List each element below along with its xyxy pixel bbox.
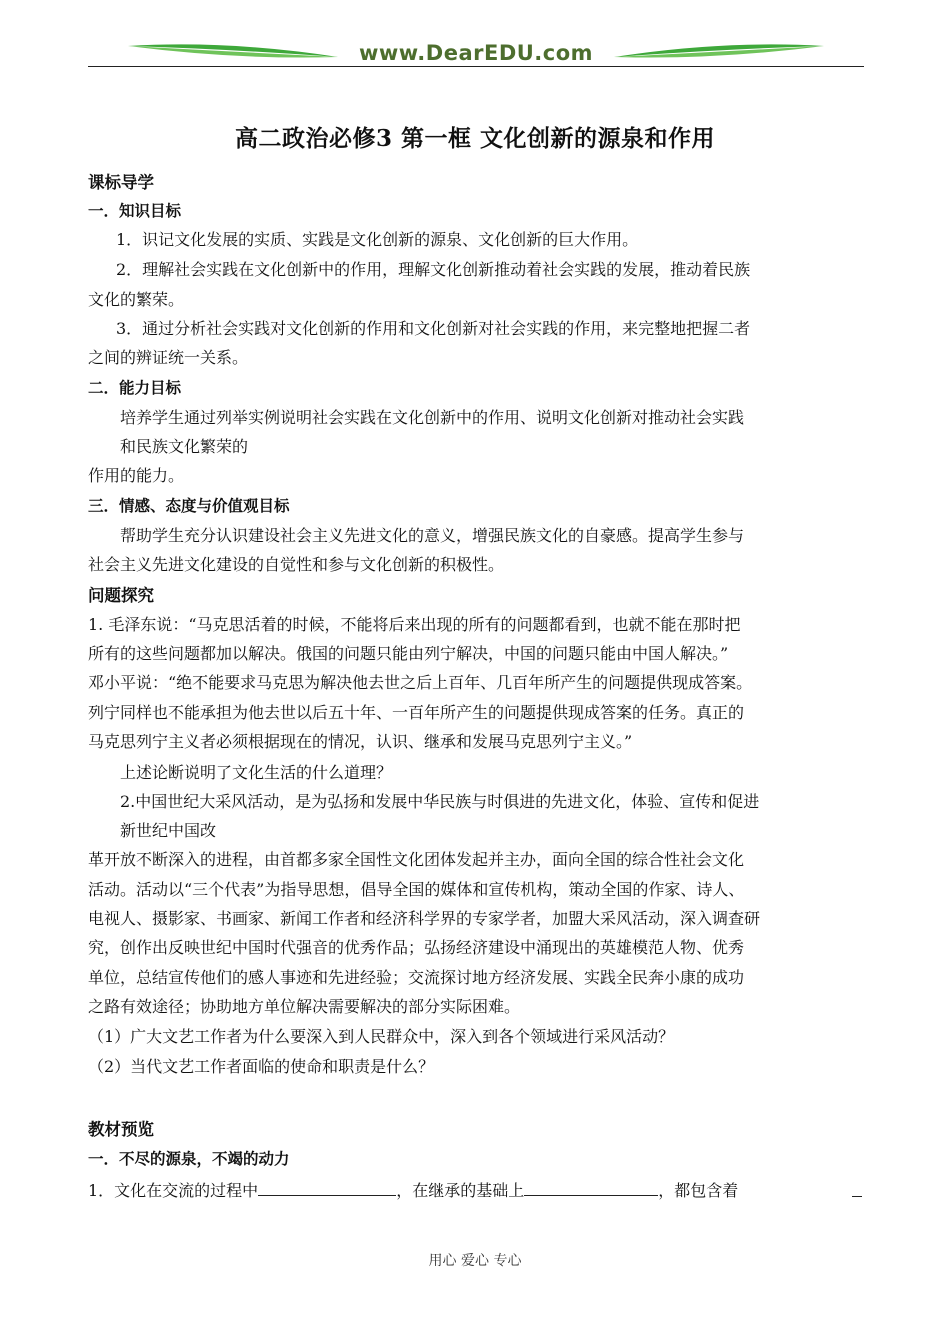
- section-heading-guide: 课标导学: [88, 173, 154, 192]
- question-2-line6: 究，创作出反映世纪中国时代强音的优秀作品；弘扬经济建设中涌现出的英雄模范人物、优秀: [88, 938, 745, 957]
- emotion-line-1: 帮助学生充分认识建设社会主义先进文化的意义，增强民族文化的自豪感。提高学生参与: [120, 526, 745, 545]
- heading-emotion-goals: 三．情感、态度与价值观目标: [88, 497, 290, 515]
- question-1-line5: 马克思列宁主义者必须根据现在的情况，认识、继承和发展马克思列宁主义。”: [88, 732, 633, 751]
- question-2-line1: 2.中国世纪大采风活动，是为弘扬和发展中华民族与时俱进的先进文化，体验、宣传和促进: [120, 792, 760, 811]
- question-2-line5: 电视人、摄影家、书画家、新闻工作者和经济科学界的专家学者，加盟大采风活动，深入调查研: [88, 909, 761, 928]
- ability-line-2: 和民族文化繁荣的: [120, 437, 249, 456]
- fill-text-part2: ，在继承的基础上: [396, 1181, 525, 1200]
- fill-blank-2[interactable]: [524, 1179, 658, 1196]
- page-title: 高二政治必修3 第一框 文化创新的源泉和作用: [234, 125, 716, 152]
- fill-text-part1: 1．文化在交流的过程中: [88, 1181, 259, 1200]
- question-1-line4: 列宁同样也不能承担为他去世以后五十年、一百年所产生的问题提供现成答案的任务。真正的: [88, 703, 745, 722]
- fill-blank-1[interactable]: [258, 1179, 396, 1196]
- emotion-line-2: 社会主义先进文化建设的自觉性和参与文化创新的积极性。: [88, 555, 505, 574]
- sub-question-1: （1）广大文艺工作者为什么要深入到人民群众中，深入到各个领域进行采风活动？: [88, 1027, 675, 1046]
- section-heading-inquiry: 问题探究: [88, 586, 154, 605]
- question-1-line2: 所有的这些问题都加以解决。俄国的问题只能由列宁解决，中国的问题只能由中国人解决。”: [88, 644, 729, 663]
- fill-text-part3: ，都包含着: [658, 1181, 739, 1200]
- knowledge-item-3-line1: 3．通过分析社会实践对文化创新的作用和文化创新对社会实践的作用，来完整地把握二者: [116, 319, 751, 338]
- header-rule: [88, 66, 864, 67]
- question-2-line4: 活动。活动以“三个代表”为指导思想，倡导全国的媒体和宣传机构，策动全国的作家、诗人、: [88, 880, 745, 899]
- heading-knowledge-goals: 一．知识目标: [88, 202, 182, 220]
- page-footer: 用心 爱心 专心: [428, 1253, 522, 1269]
- section-heading-preview: 教材预览: [88, 1120, 154, 1139]
- question-1-ask: 上述论断说明了文化生活的什么道理？: [120, 763, 393, 782]
- trailing-blank-mark: [852, 1196, 862, 1197]
- question-1-line1: 1. 毛泽东说：“马克思活着的时候，不能将后来出现的所有的问题都看到，也就不能在那时把: [88, 615, 741, 634]
- knowledge-item-2-line2: 文化的繁荣。: [88, 290, 185, 309]
- question-2-line2: 新世纪中国改: [120, 821, 217, 840]
- heading-ability-goals: 二．能力目标: [88, 379, 182, 397]
- heading-source-and-power: 一．不尽的源泉，不竭的动力: [88, 1150, 290, 1168]
- header-banner: [88, 38, 864, 68]
- question-2-line8: 之路有效途径；协助地方单位解决需要解决的部分实际困难。: [88, 997, 521, 1016]
- ability-line-1: 培养学生通过列举实例说明社会实践在文化创新中的作用、说明文化创新对推动社会实践: [120, 408, 745, 427]
- site-logo-text[interactable]: www.DearEDU.com: [358, 41, 594, 65]
- ability-line-3: 作用的能力。: [88, 466, 185, 485]
- knowledge-item-2-line1: 2．理解社会实践在文化创新中的作用，理解文化创新推动着社会实践的发展，推动着民族: [116, 260, 751, 279]
- knowledge-item-1: 1．识记文化发展的实质、实践是文化创新的源泉、文化创新的巨大作用。: [116, 230, 639, 249]
- sub-question-2: （2）当代文艺工作者面临的使命和职责是什么？: [88, 1057, 435, 1076]
- question-1-line3: 邓小平说：“绝不能要求马克思为解决他去世之后上百年、几百年所产生的问题提供现成答案。: [88, 673, 753, 692]
- fill-in-line-1: [88, 1179, 738, 1201]
- question-2-line7: 单位，总结宣传他们的感人事迹和先进经验；交流探讨地方经济发展、实践全民奔小康的成功: [88, 968, 745, 987]
- question-2-line3: 革开放不断深入的进程，由首都多家全国性文化团体发起并主办，面向全国的综合性社会文化: [88, 850, 745, 869]
- knowledge-item-3-line2: 之间的辨证统一关系。: [88, 348, 249, 367]
